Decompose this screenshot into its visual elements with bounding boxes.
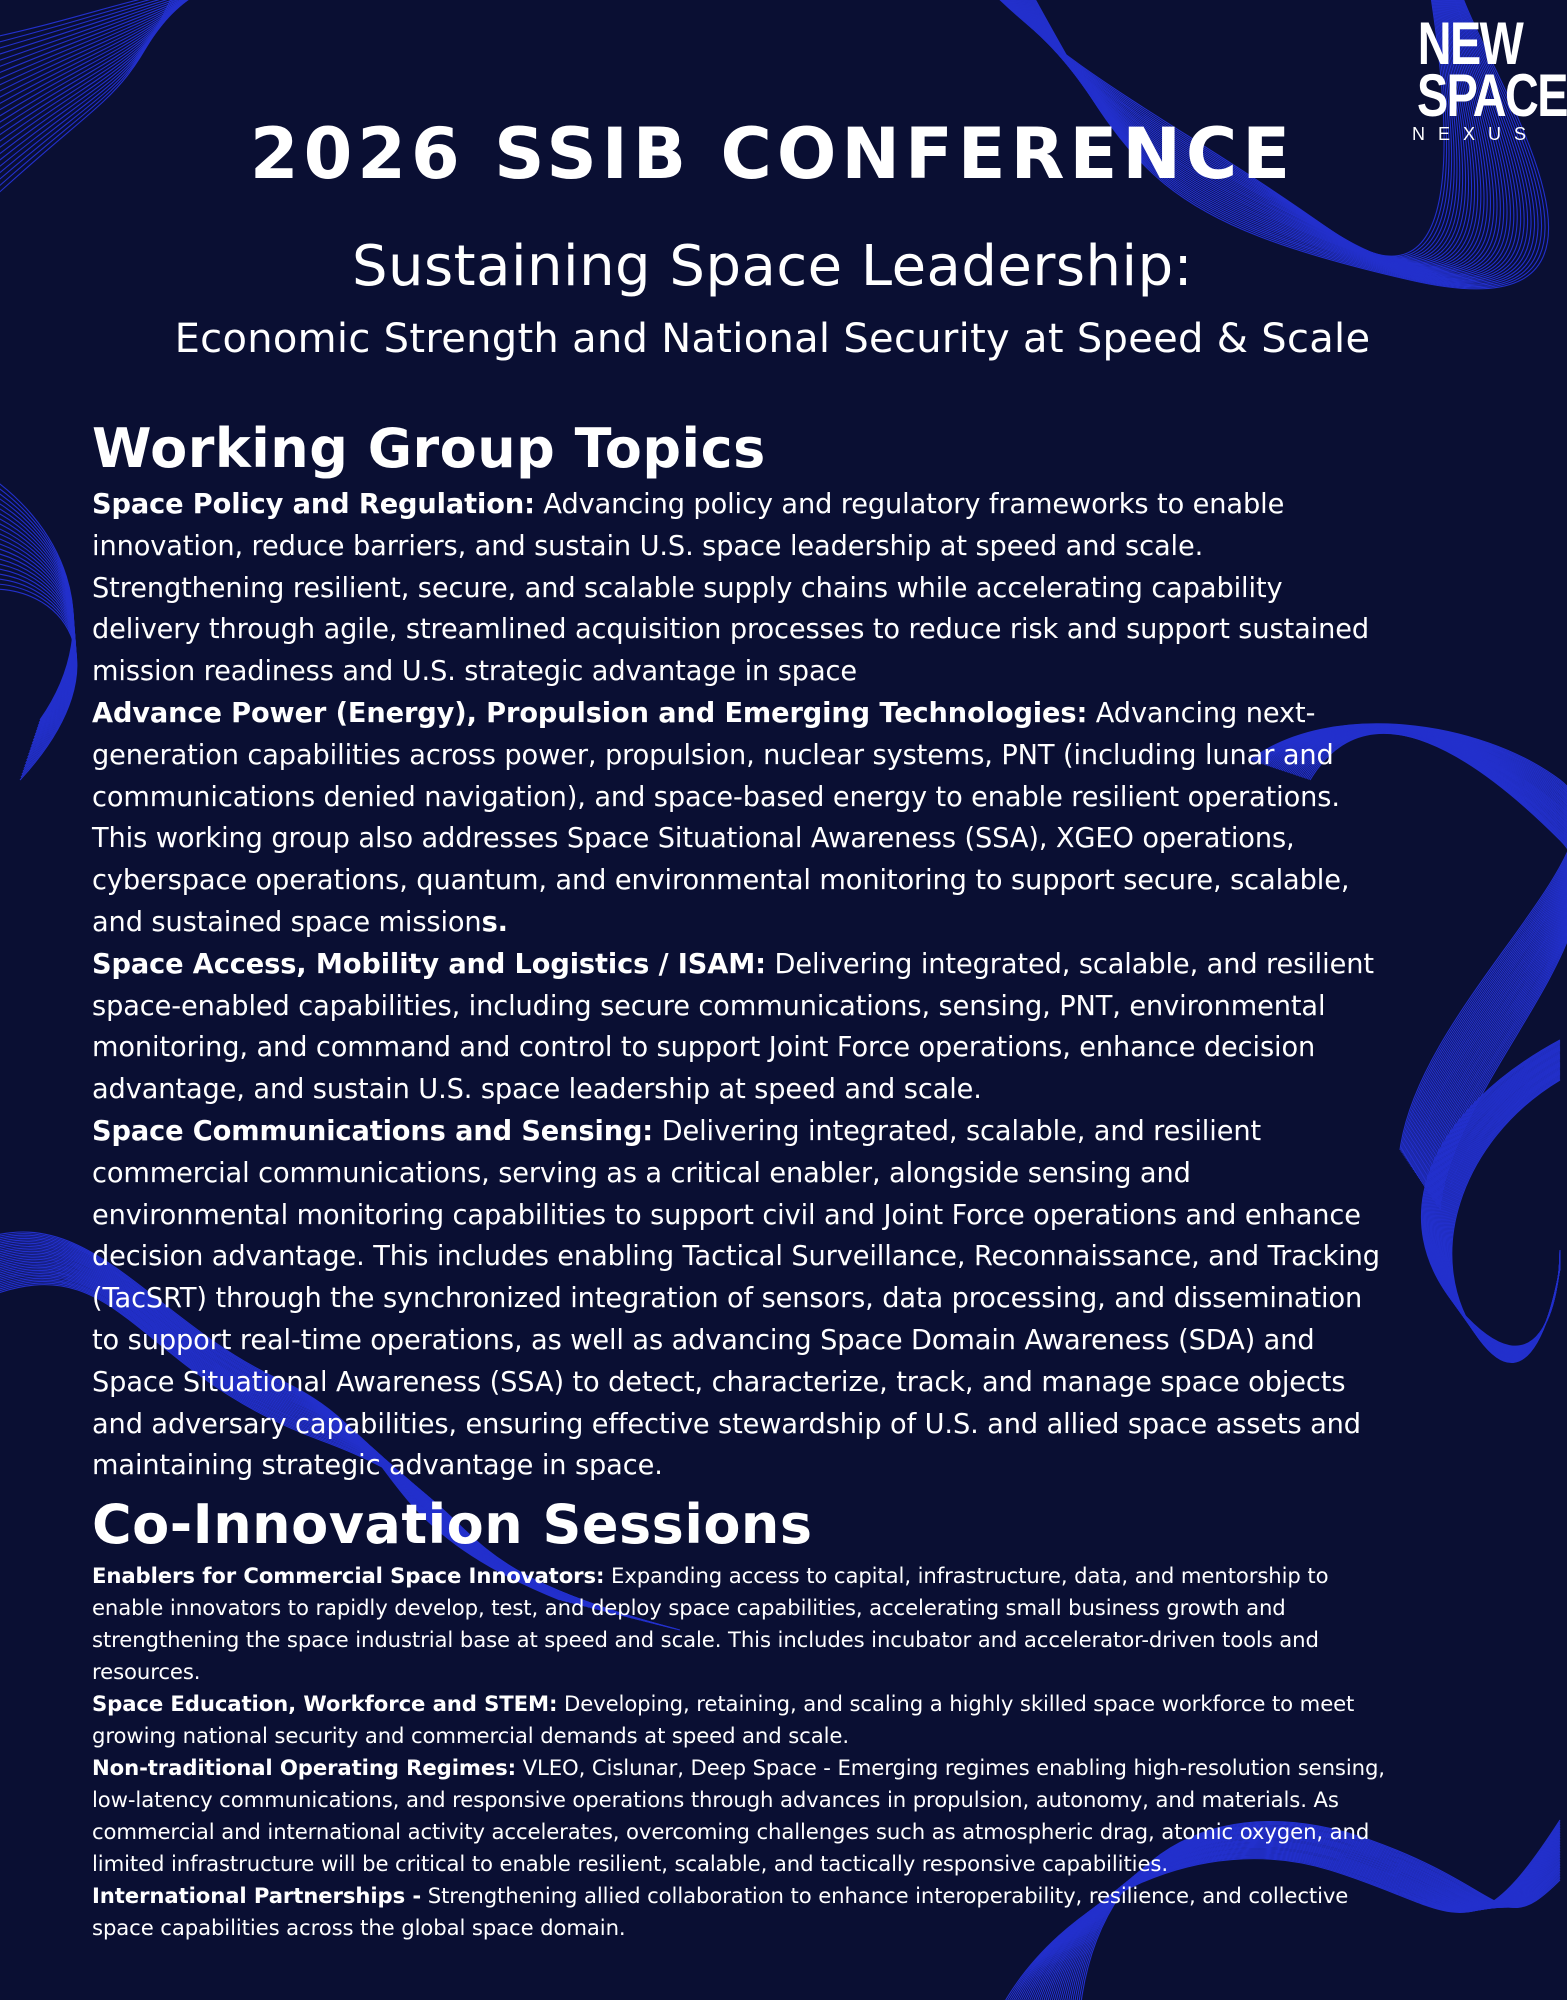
session-text: Expanding access to capital, infrastructure, data, and mentorship to enable innovators to rapidly develop, test, and deploy space capabilities, accelerating small business growth and strengthening the space industrial base at speed and scale. This includes incubator and accelerator-driven tools and resources. [92,1563,1329,1684]
session-title: International Partnerships - [92,1883,422,1908]
logo-line-1: NEW [1417,10,1523,77]
topic-policy-regulation [92,484,1392,693]
session-text: Strengthening allied collaboration to enhance interoperability, resilience, and collective space capabilities across the global space domain. [92,1883,1349,1940]
co-innovation-heading: Co-Innovation Sessions [92,1493,813,1556]
logo-line-3: NEXUS [1412,124,1540,144]
session-text: VLEO, Cislunar, Deep Space - Emerging regimes enabling high-resolution sensing, low-latency communications, and responsive operations through advances in propulsion, autonomy, and materials. As commercial and international activity accelerates, overcoming challenges such as atmospheric drag, atomic oxygen, and limited infrastructure will be critical to enable resilient, scalable, and tactically responsive capabilities. [92,1755,1385,1876]
topic-text-tail: s. [481,906,508,938]
topic-text: Advancing policy and regulatory frameworks to enable innovation, reduce barriers, and sustain U.S. space leadership at speed and scale. Strengthening resilient, secure, and scalable supply chains while accelerating capability delivery through agile, streamlined acquisition processes to reduce risk and support sustained mission readiness and U.S. strategic advantage in space [92,489,1370,688]
session-text: Developing, retaining, and scaling a highly skilled space workforce to meet growing national security and commercial demands at speed and scale. [92,1691,1355,1748]
working-group-heading: Working Group Topics [92,417,766,480]
session-title: Non-traditional Operating Regimes: [92,1755,516,1780]
topic-power-propulsion [92,693,1392,944]
co-innovation-section [92,1490,1392,1944]
topic-text: Delivering integrated, scalable, and resilient commercial communications, serving as a critical enabler, alongside sensing and environmental monitoring capabilities to support civil and Joint Force operations and enhance decision advantage. This includes enabling Tactical Surveillance, Reconnaissance, and Tracking (TacSRT) through the synchronized integration of sensors, data processing, and dissemination to support real-time operations, as well as advancing Space Domain Awareness (SDA) and Space Situational Awareness (SSA) to detect, characterize, track, and manage space objects and adversary capabilities, ensuring effective stewardship of U.S. and allied space assets and maintaining strategic advantage in space. [92,1115,1380,1482]
wave-right-lower [1421,1040,1560,1362]
topic-text: Delivering integrated, scalable, and resilient space-enabled capabilities, including secure communications, sensing, PNT, environmental monitoring, and command and control to support Joint Force operations, enhance decision advantage, and sustain U.S. space leadership at speed and scale. [92,948,1374,1106]
logo-line-2: SPACE [1416,62,1567,129]
subtitle-line-1: Sustaining Space Leadership: [351,234,1194,299]
topic-title: Space Communications and Sensing: [92,1115,654,1147]
session-education-workforce [92,1688,1392,1752]
topic-title: Space Policy and Regulation: [92,489,535,520]
subtitle-line-2: Economic Strength and National Security at Speed & Scale [174,316,1371,362]
session-nontraditional-regimes [92,1752,1392,1880]
topic-title: Advance Power (Energy), Propulsion and Emerging Technologies: [92,697,1088,729]
session-commercial-innovators [92,1560,1392,1688]
topic-title: Space Access, Mobility and Logistics / ISAM: [92,948,766,980]
working-group-section [92,414,1392,1487]
session-international-partnerships [92,1880,1392,1944]
topic-communications-sensing [92,1111,1392,1487]
topic-space-access-isam [92,944,1392,1111]
topic-text: Advancing next-generation capabilities across power, propulsion, nuclear systems, PNT (including lunar and communications denied navigation), and space-based energy to enable resilient operations. This working group also addresses Space Situational Awareness (SSA), XGEO operations, cyberspace operations, quantum, and environmental monitoring to support secure, scalable, and sustained space mission [92,697,1350,938]
session-title: Space Education, Workforce and STEM: [92,1691,558,1716]
wave-left-upper [0,470,77,780]
session-title: Enablers for Commercial Space Innovators: [92,1563,605,1588]
page-title: 2026 SSIB CONFERENCE [249,113,1296,195]
